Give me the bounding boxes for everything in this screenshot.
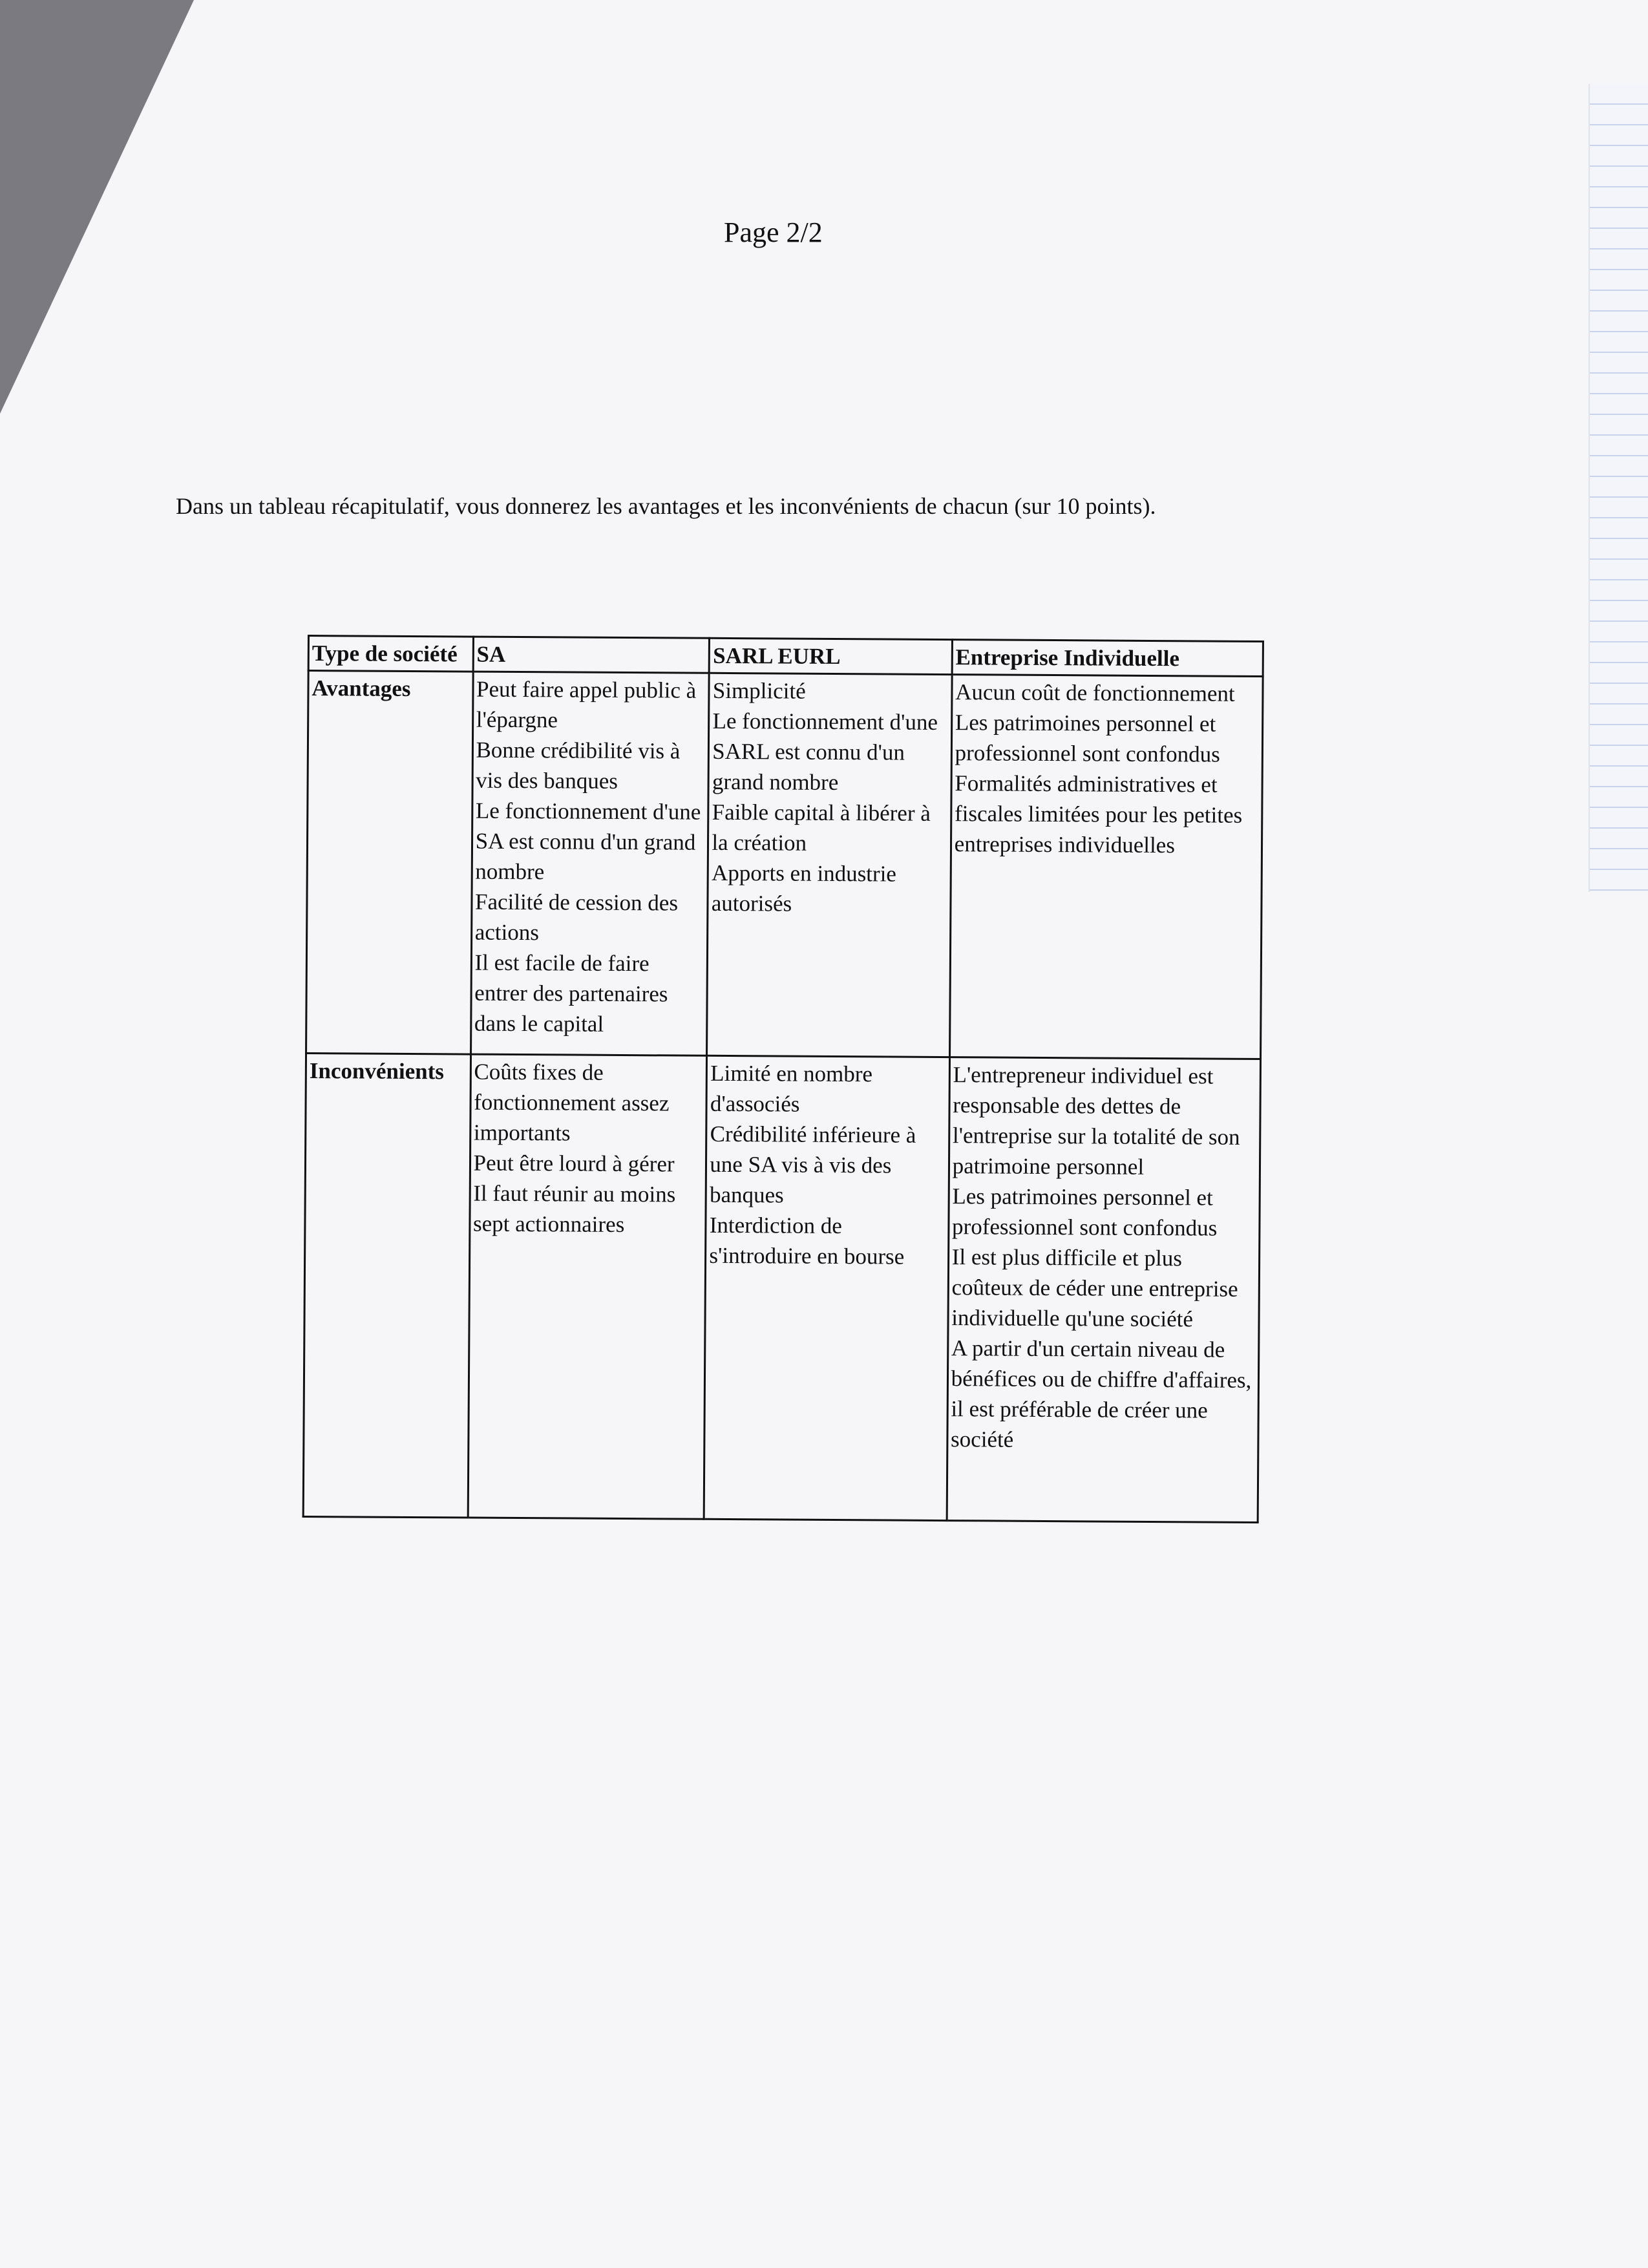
page-edge-strip (1589, 84, 1648, 892)
header-ei: Entreprise Individuelle (952, 640, 1263, 677)
cell-line: Le fonctionnement d'une SA est connu d'un grand nombre (475, 798, 701, 885)
cell-line: Crédibilité inférieure à une SA vis à vis des banques (709, 1121, 916, 1208)
cell-line: Les patrimoines personnel et professionnel sont confondus (952, 1183, 1218, 1241)
cell-inconvenients-sa (468, 1054, 707, 1519)
cell-line: Facilité de cession des actions (474, 889, 679, 946)
cell-line: Il faut réunir au moins sept actionnaires (472, 1180, 676, 1238)
cell-line: Aucun coût de fonctionnement (955, 679, 1235, 706)
header-sa: SA (473, 637, 710, 673)
header-type: Type de société (308, 636, 473, 672)
table-header-row (308, 636, 1263, 677)
header-sarl: SARL EURL (709, 638, 952, 674)
cell-inconvenients-ei (947, 1057, 1261, 1523)
instruction-text: Dans un tableau récapitulatif, vous donnerez les avantages et les inconvénients de chacun (sur 10 points). (176, 493, 1156, 519)
cell-line: A partir d'un certain niveau de bénéfices ou de chiffre d'affaires, il est préférable de créer une société (950, 1335, 1252, 1452)
summary-table (302, 635, 1264, 1523)
cell-line: Il est plus difficile et plus coûteux de céder une entreprise individuelle qu'une société (951, 1244, 1238, 1332)
cell-line: Simplicité (712, 677, 806, 704)
cell-line: Il est facile de faire entrer des partenaires dans le capital (474, 949, 668, 1037)
cell-avantages-sarl (707, 673, 952, 1057)
cell-line: Bonne crédibilité vis à vis des banques (476, 737, 681, 794)
cell-line: Coûts fixes de fonctionnement assez importants (473, 1059, 670, 1146)
cell-line: Apports en industrie autorisés (711, 860, 897, 917)
cell-line: Peut être lourd à gérer (473, 1150, 675, 1177)
cell-line: L'entrepreneur individuel est responsable des dettes de l'entreprise sur la totalité de son patrimoine personnel (952, 1062, 1240, 1180)
row-label-avantages: Avantages (306, 671, 473, 1055)
row-label-inconvenients: Inconvénients (303, 1053, 470, 1518)
folded-corner (0, 0, 194, 414)
cell-line: Interdiction de s'introduire en bourse (709, 1212, 905, 1269)
cell-avantages-sa (470, 672, 709, 1055)
page-number: Page 2/2 (724, 217, 823, 248)
cell-line: Formalités administratives et fiscales limitées pour les petites entreprises individuelles (954, 770, 1243, 858)
table-row-avantages (306, 671, 1263, 1059)
cell-inconvenients-sarl (704, 1055, 949, 1520)
table-row-inconvenients (303, 1053, 1260, 1522)
cell-line: Le fonctionnement d'une SARL est connu d'un grand nombre (712, 708, 938, 796)
cell-line: Faible capital à libérer à la création (712, 799, 931, 856)
cell-line: Les patrimoines personnel et professionnel sont confondus (955, 710, 1220, 767)
cell-line: Limité en nombre d'associés (710, 1060, 873, 1117)
cell-avantages-ei (949, 675, 1263, 1059)
cell-line: Peut faire appel public à l'épargne (476, 676, 697, 733)
